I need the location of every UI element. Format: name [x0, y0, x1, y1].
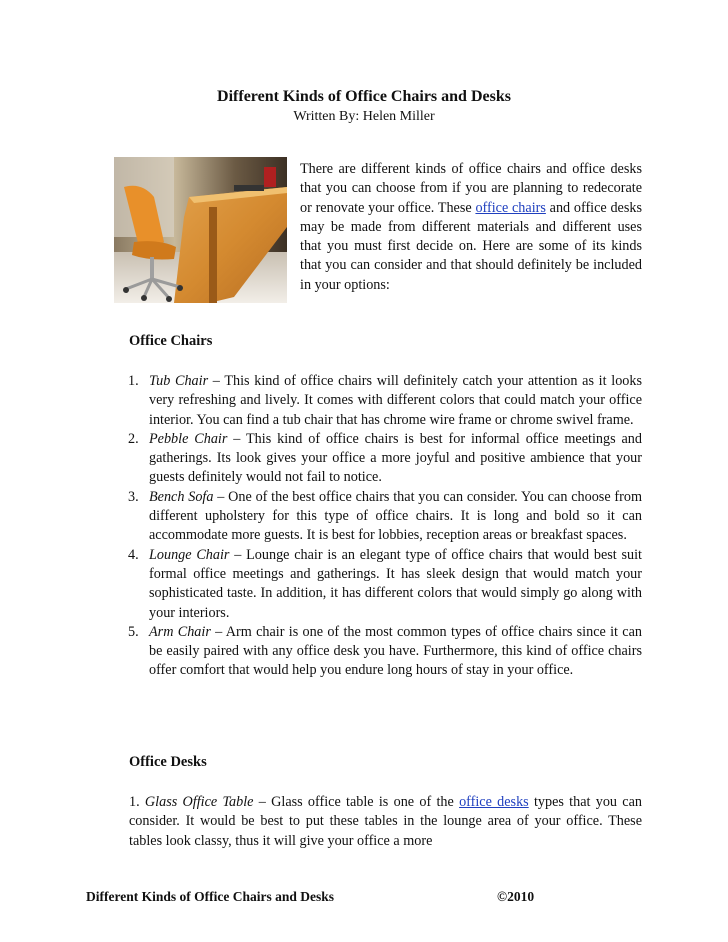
footer-copyright: ©2010	[497, 889, 535, 904]
list-item	[128, 430, 642, 488]
document-title-text: Different Kinds of Office Chairs and Desks	[217, 88, 511, 105]
document-title	[0, 88, 728, 106]
intro-text-after-link: and office desks may be made from different materials and different uses that you must first decide on. Here are some of its kinds that you can consider and that should definitely be included in your options:	[300, 199, 642, 293]
intro-text-before-link: There are different kinds of office chairs and office desks that you can choose from if you are planning to redecorate or renovate your office. These	[300, 161, 642, 216]
chair-type-description: – One of the best office chairs that you can consider. You can choose from different upholstery for this type of office chairs. It is long and bold so it can accommodate more guests. It is best for lobbies, reception areas or breakfast spaces.	[149, 488, 642, 544]
chair-type-description: – This kind of office chairs will definitely catch your attention as it looks very refreshing and lively. It comes with different colors that could match your office interior. You can find a tub chair that has chrome wire frame or chrome swivel frame.	[149, 373, 642, 428]
chair-type-description: – Lounge chair is an elegant type of office chairs that would best suit formal office meetings and gatherings. It has sleek design that would match your sophisticated taste. In addition, it has different colors that would simply go along with your interiors.	[149, 546, 643, 621]
desk-item-number: 1.	[129, 794, 145, 810]
chair-type-name: Bench Sofa	[149, 488, 214, 505]
chair-type-name: Tub Chair	[149, 373, 209, 389]
author-byline	[0, 109, 728, 125]
list-item	[128, 488, 642, 546]
list-item-number: 5.	[128, 623, 139, 640]
desk-type-name: Glass Office Table	[144, 794, 254, 810]
author-byline-text: Written By: Helen Miller	[293, 109, 435, 124]
office-desks-link[interactable]: office desks	[459, 794, 529, 810]
office-desks-item	[129, 793, 642, 851]
office-chair-photo	[114, 157, 287, 303]
chair-type-name: Pebble Chair	[149, 430, 228, 447]
office-chairs-heading: Office Chairs	[129, 333, 213, 349]
list-item-number: 4.	[128, 546, 139, 563]
office-desks-heading: Office Desks	[129, 754, 207, 770]
list-item	[128, 372, 642, 430]
footer-title: Different Kinds of Office Chairs and Desks	[86, 889, 334, 904]
list-item-number: 3.	[128, 488, 139, 505]
chair-type-name: Arm Chair	[149, 623, 211, 640]
desk-text-before-link: – Glass office table is one of the	[253, 794, 460, 810]
intro-paragraph	[300, 160, 642, 295]
chair-type-description: – Arm chair is one of the most common types of office chairs since it can be easily paired with any office desk you have. Furthermore, this kind of office chairs offer comfort that would help you endure long hours of stay in your office.	[149, 623, 642, 679]
chair-type-name: Lounge Chair	[149, 546, 230, 563]
list-item-number: 1.	[128, 373, 139, 389]
list-item	[128, 546, 642, 623]
chair-type-description: – This kind of office chairs is best for informal office meetings and gatherings. Its look gives your office a more joyful and positive ambience that your guests definitely would not fail to notice.	[149, 430, 642, 486]
desk-text-after-link: types that you can consider. It would be best to put these tables in the lounge area of your office. These tables look classy, thus it will give your office a more	[129, 794, 642, 849]
list-item-number: 2.	[128, 430, 139, 447]
office-chairs-list	[128, 372, 642, 681]
office-chair-photo-illustration	[114, 157, 287, 303]
office-chairs-link[interactable]: office chairs	[475, 199, 546, 216]
list-item	[128, 623, 642, 681]
